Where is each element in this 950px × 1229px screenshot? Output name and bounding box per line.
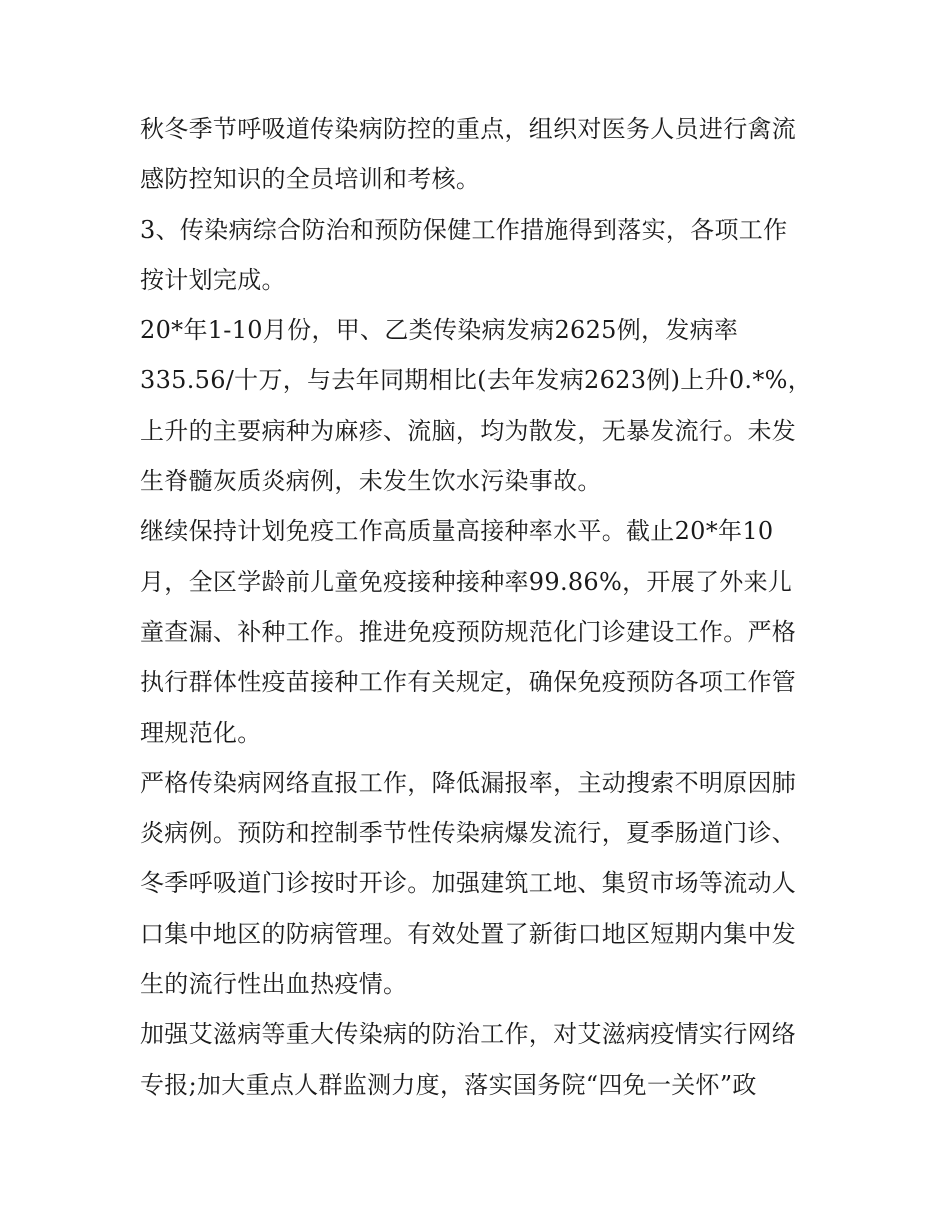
document-body <box>140 104 820 1110</box>
text-line: 专报;加大重点人群监测力度，落实国务院“四免一关怀”政 <box>140 1070 757 1099</box>
text-line: 按计划完成。 <box>140 265 286 294</box>
text-line: 口集中地区的防病管理。有效处置了新街口地区短期内集中发 <box>140 919 797 948</box>
text-line: 严格传染病网络直报工作，降低漏报率，主动搜索不明原因肺 <box>140 768 797 797</box>
text-line: 3、传染病综合防治和预防保健工作措施得到落实，各项工作 <box>140 215 788 244</box>
text-line: 执行群体性疫苗接种工作有关规定，确保免疫预防各项工作管 <box>140 668 797 697</box>
text-line: 理规范化。 <box>140 718 262 747</box>
text-line: 炎病例。预防和控制季节性传染病爆发流行，夏季肠道门诊、 <box>140 819 797 848</box>
text-line: 335.56/十万，与去年同期相比(去年发病2623例)上升0.*%， <box>140 366 813 395</box>
text-line: 上升的主要病种为麻疹、流脑，均为散发，无暴发流行。未发 <box>140 416 797 445</box>
text-line: 继续保持计划免疫工作高质量高接种率水平。截止20*年10 <box>140 517 774 546</box>
text-line: 生的流行性出血热疫情。 <box>140 970 408 999</box>
text-line: 加强艾滋病等重大传染病的防治工作，对艾滋病疫情实行网络 <box>140 1020 797 1049</box>
text-line: 秋冬季节呼吸道传染病防控的重点，组织对医务人员进行禽流 <box>140 115 797 143</box>
text-line: 生脊髓灰质炎病例，未发生饮水污染事故。 <box>140 467 602 496</box>
text-line: 感防控知识的全员培训和考核。 <box>140 165 481 194</box>
text-line: 20*年1-10月份，甲、乙类传染病发病2625例，发病率 <box>140 316 739 345</box>
text-line: 冬季呼吸道门诊按时开诊。加强建筑工地、集贸市场等流动人 <box>140 869 797 898</box>
text-line: 月，全区学龄前儿童免疫接种接种率99.86%，开展了外来儿 <box>140 567 793 596</box>
text-line: 童查漏、补种工作。推进免疫预防规范化门诊建设工作。严格 <box>140 617 797 646</box>
